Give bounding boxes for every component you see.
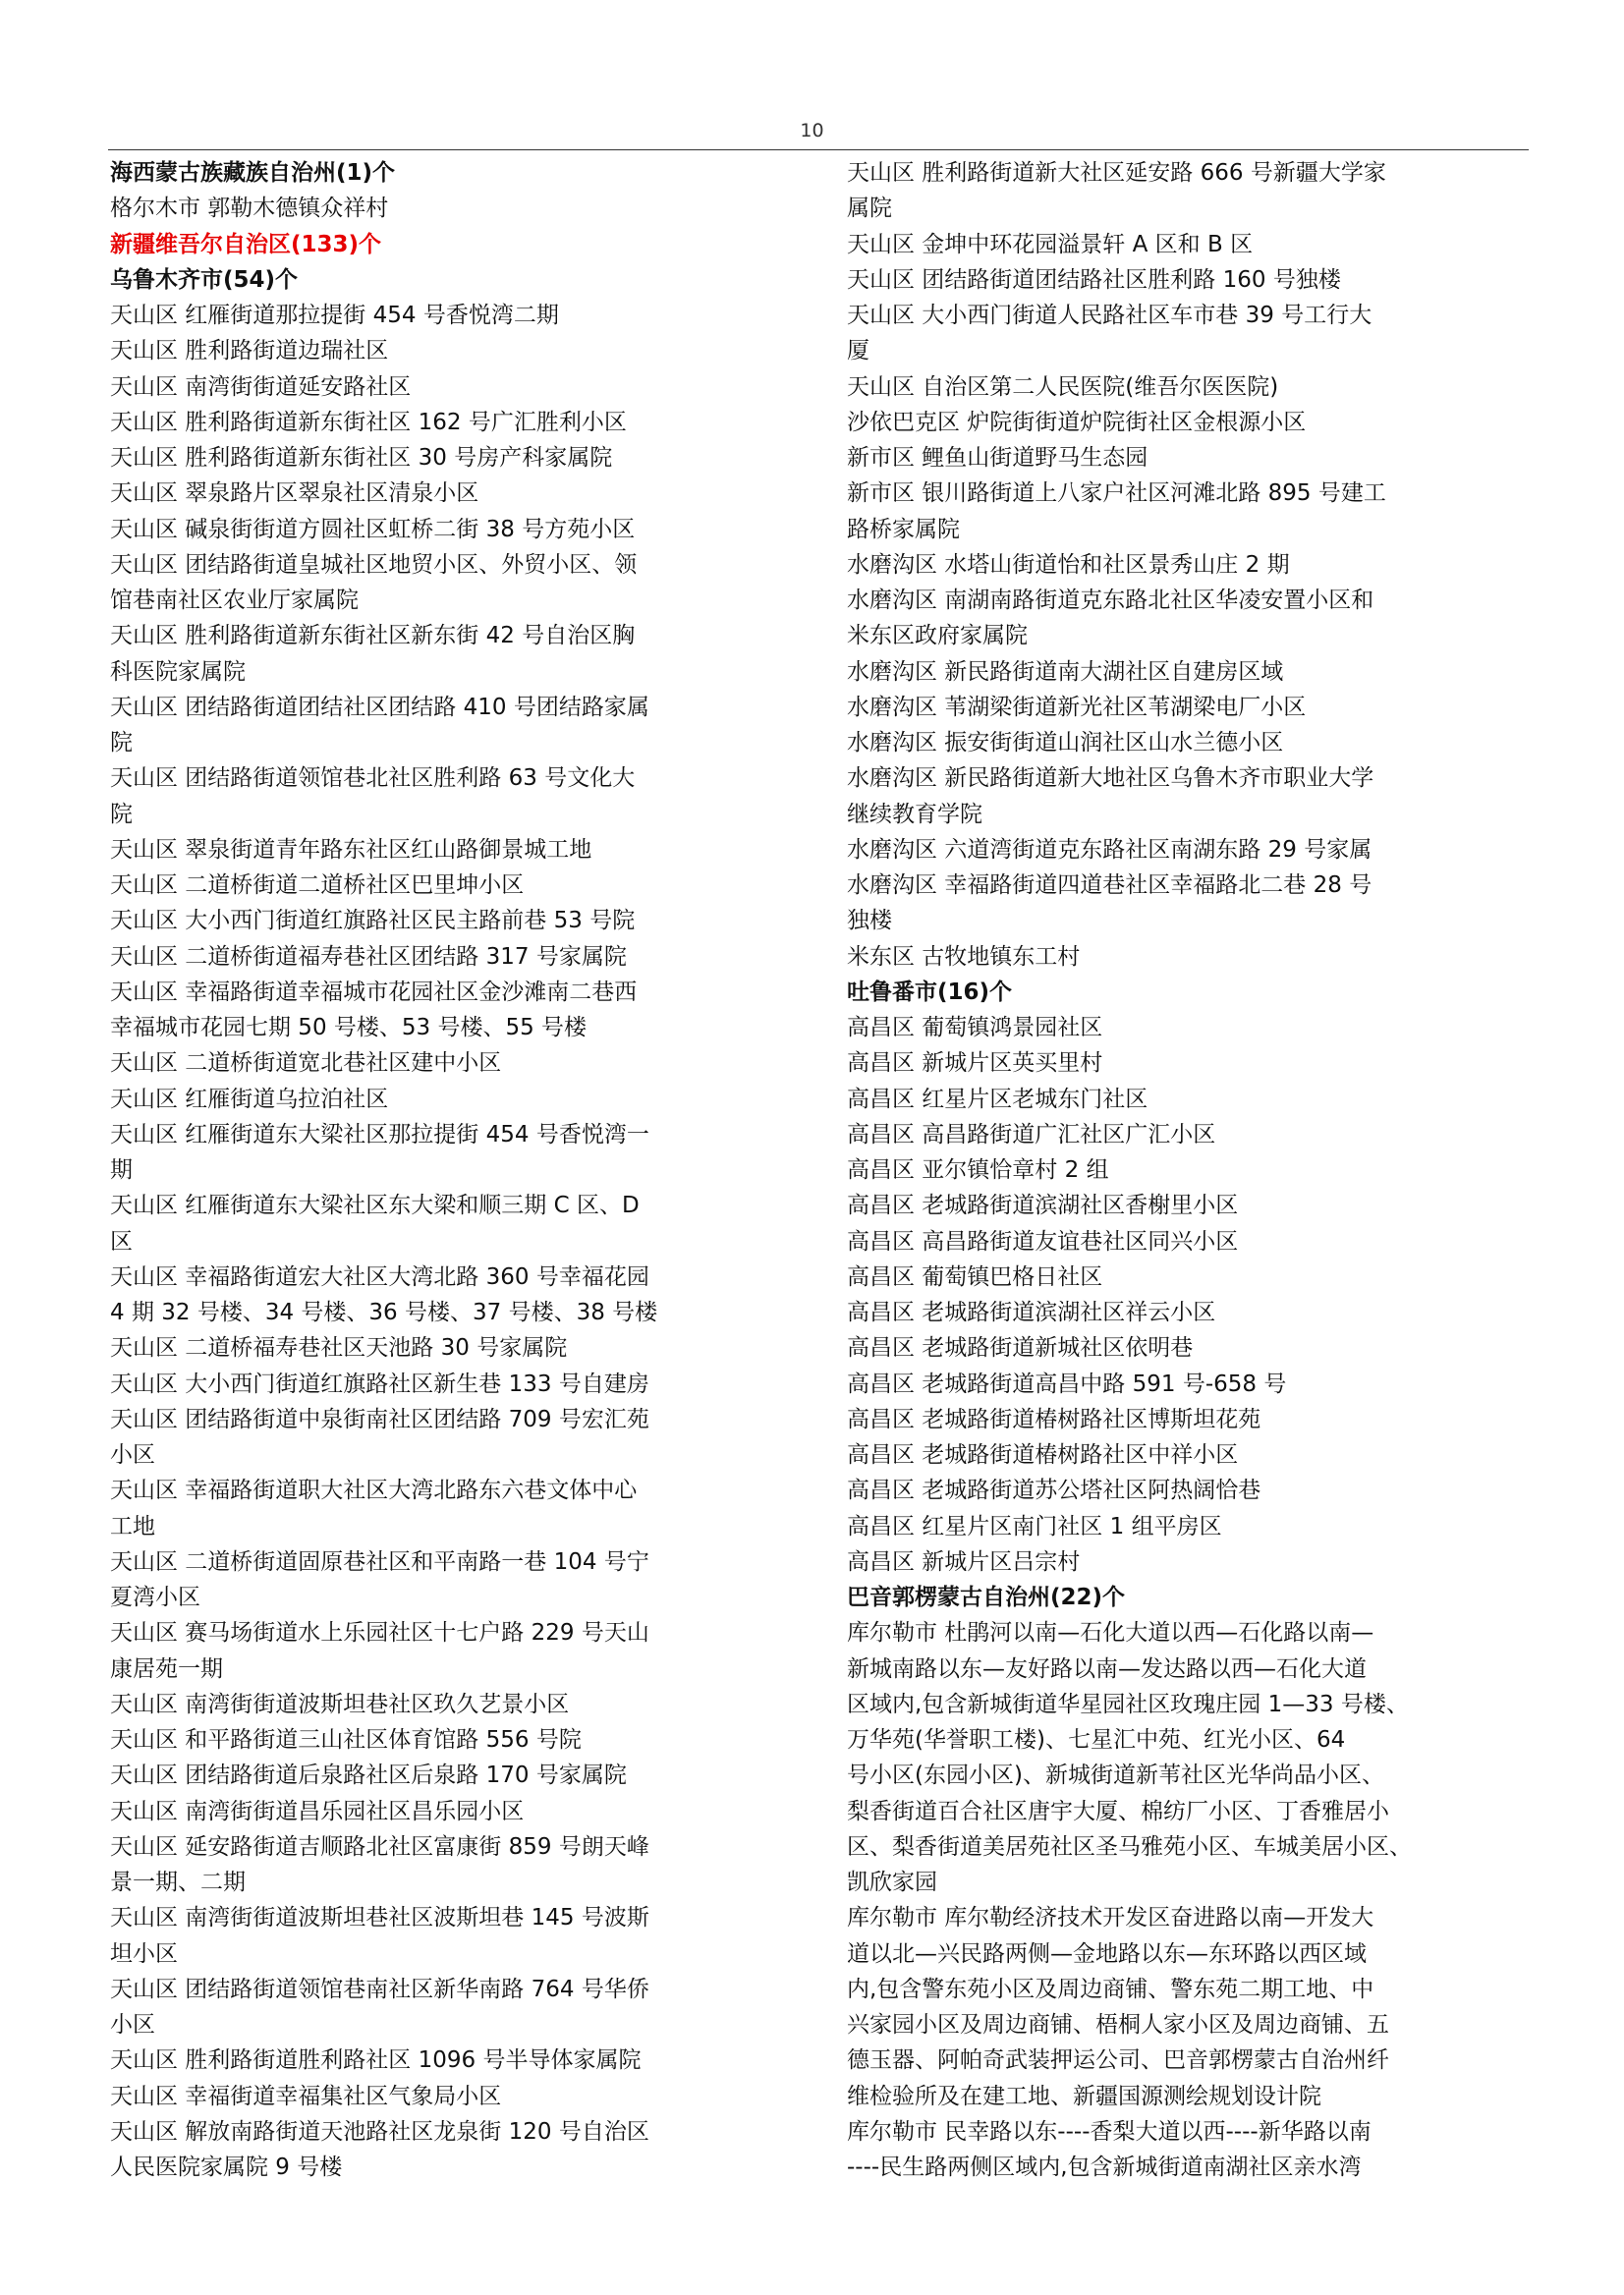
section-heading: 海西蒙古族藏族自治州(1)个 xyxy=(110,160,396,186)
list-item: 小区 xyxy=(110,1442,155,1468)
list-item: 德玉器、阿帕奇武装押运公司、巴音郭楞蒙古自治州纤 xyxy=(847,2047,1389,2074)
list-item: 天山区 胜利路街道新大社区延安路 666 号新疆大学家 xyxy=(847,160,1386,186)
list-item: 天山区 红雁街道那拉提街 454 号香悦湾二期 xyxy=(110,303,559,328)
list-item: 天山区 胜利路街道胜利路社区 1096 号半导体家属院 xyxy=(110,2047,642,2074)
list-item: 天山区 团结路街道领馆巷北社区胜利路 63 号文化大 xyxy=(110,765,636,792)
list-item: 天山区 红雁街道东大梁社区东大梁和顺三期 C 区、D xyxy=(110,1193,640,1219)
list-item: 天山区 胜利路街道新东街社区新东街 42 号自治区胸 xyxy=(110,623,636,649)
list-item: 高昌区 高昌路街道广汇社区广汇小区 xyxy=(847,1121,1216,1148)
list-item: 天山区 红雁街道东大梁社区那拉提街 454 号香悦湾一 xyxy=(110,1121,649,1148)
list-item: 水磨沟区 南湖南路街道克东路北社区华凌安置小区和 xyxy=(847,588,1374,613)
list-item: 高昌区 葡萄镇鸿景园社区 xyxy=(847,1015,1103,1040)
list-item: 水磨沟区 振安街街道山润社区山水兰德小区 xyxy=(847,730,1284,756)
list-item: 米东区政府家属院 xyxy=(847,623,1028,649)
list-item: 天山区 翠泉路片区翠泉社区清泉小区 xyxy=(110,480,479,507)
list-item: 高昌区 老城路街道苏公塔社区阿热阔恰巷 xyxy=(847,1478,1261,1504)
list-item: 天山区 团结路街道团结路社区胜利路 160 号独楼 xyxy=(847,266,1341,293)
list-item: 天山区 团结路街道中泉街南社区团结路 709 号宏汇苑 xyxy=(110,1406,649,1432)
list-item: 万华苑(华誉职工楼)、七星汇中苑、红光小区、64 xyxy=(847,1727,1346,1753)
list-item: 高昌区 红星片区老城东门社区 xyxy=(847,1086,1148,1112)
list-item: 夏湾小区 xyxy=(110,1585,200,1610)
list-item: 新城南路以东—友好路以南—发达路以西—石化大道 xyxy=(847,1655,1367,1682)
list-item: 天山区 二道桥街道二道桥社区巴里坤小区 xyxy=(110,872,525,898)
list-item: 新市区 鲤鱼山街道野马生态园 xyxy=(847,445,1148,471)
section-heading: 吐鲁番市(16)个 xyxy=(847,979,1013,1005)
list-item: 水磨沟区 水塔山街道怡和社区景秀山庄 2 期 xyxy=(847,551,1290,578)
list-item: 景一期、二期 xyxy=(110,1870,246,1895)
header-divider xyxy=(108,149,1529,150)
list-item: 库尔勒市 民幸路以东----香梨大道以西----新华路以南 xyxy=(847,2118,1372,2145)
list-item: 梨香街道百合社区唐宇大厦、棉纺厂小区、丁香雅居小 xyxy=(847,1798,1389,1824)
list-item: 维检验所及在建工地、新疆国源测绘规划设计院 xyxy=(847,2083,1321,2109)
list-item: 天山区 南湾街街道延安路社区 xyxy=(110,373,412,400)
list-item: 道以北—兴民路两侧—金地路以东—东环路以西区域 xyxy=(847,1940,1367,1967)
list-item: 厦 xyxy=(847,338,869,364)
list-item: 天山区 自治区第二人民医院(维吾尔医医院) xyxy=(847,373,1279,400)
list-item: 天山区 幸福路街道宏大社区大湾北路 360 号幸福花园 xyxy=(110,1263,649,1290)
list-item: 天山区 碱泉街街道方圆社区虹桥二街 38 号方苑小区 xyxy=(110,516,636,542)
list-item: 高昌区 老城路街道椿树路社区中祥小区 xyxy=(847,1442,1239,1468)
list-item: 米东区 古牧地镇东工村 xyxy=(847,943,1081,970)
right-column xyxy=(847,155,1530,2185)
list-item: 天山区 胜利路街道边瑞社区 xyxy=(110,338,389,364)
section-heading: 巴音郭楞蒙古自治州(22)个 xyxy=(847,1585,1126,1610)
list-item: 天山区 二道桥街道宽北巷社区建中小区 xyxy=(110,1050,502,1077)
list-item: 库尔勒市 杜鹃河以南—石化大道以西—石化路以南— xyxy=(847,1620,1374,1647)
list-item: 兴家园小区及周边商铺、梧桐人家小区及周边商铺、五 xyxy=(847,2012,1389,2038)
list-item: 高昌区 高昌路街道友谊巷社区同兴小区 xyxy=(847,1228,1239,1255)
list-item: 人民医院家属院 9 号楼 xyxy=(110,2155,343,2180)
list-item: 属院 xyxy=(847,196,892,222)
list-item: 天山区 解放南路街道天池路社区龙泉街 120 号自治区 xyxy=(110,2118,649,2145)
list-item: 天山区 团结路街道领馆巷南社区新华南路 764 号华侨 xyxy=(110,1976,649,2002)
list-item: 天山区 胜利路街道新东街社区 162 号广汇胜利小区 xyxy=(110,409,627,435)
list-item: 高昌区 老城路街道高昌中路 591 号-658 号 xyxy=(847,1371,1287,1397)
list-item: 期 xyxy=(110,1157,133,1183)
list-item: 馆巷南社区农业厅家属院 xyxy=(110,588,359,613)
list-item: 天山区 团结路街道后泉路社区后泉路 170 号家属院 xyxy=(110,1763,627,1789)
list-item: 康居苑一期 xyxy=(110,1655,223,1682)
list-item: 天山区 金坤中环花园溢景轩 A 区和 B 区 xyxy=(847,231,1254,257)
list-item: 号小区(东园小区)、新城街道新苇社区光华尚品小区、 xyxy=(847,1763,1384,1789)
list-item: 新市区 银川路街道上八家户社区河滩北路 895 号建工 xyxy=(847,480,1386,507)
list-item: 天山区 大小西门街道红旗路社区民主路前巷 53 号院 xyxy=(110,908,636,934)
list-item: 凯欣家园 xyxy=(847,1870,937,1895)
list-item: 天山区 幸福路街道幸福城市花园社区金沙滩南二巷西 xyxy=(110,979,638,1005)
list-item: 高昌区 新城片区英买里村 xyxy=(847,1050,1103,1077)
list-item: 高昌区 红星片区南门社区 1 组平房区 xyxy=(847,1513,1222,1539)
list-item: 天山区 和平路街道三山社区体育馆路 556 号院 xyxy=(110,1727,582,1753)
list-item: 高昌区 老城路街道滨湖社区祥云小区 xyxy=(847,1300,1216,1325)
list-item: 天山区 大小西门街道人民路社区车市巷 39 号工行大 xyxy=(847,303,1372,328)
list-item: 院 xyxy=(110,801,133,827)
list-item: 幸福城市花园七期 50 号楼、53 号楼、55 号楼 xyxy=(110,1015,588,1040)
list-item: 院 xyxy=(110,730,133,756)
list-item: 内,包含警东苑小区及周边商铺、警东苑二期工地、中 xyxy=(847,1976,1374,2002)
list-item: 天山区 胜利路街道新东街社区 30 号房产科家属院 xyxy=(110,445,613,471)
list-item: 沙依巴克区 炉院街街道炉院街社区金根源小区 xyxy=(847,409,1307,435)
list-item: 水磨沟区 新民路街道新大地社区乌鲁木齐市职业大学 xyxy=(847,765,1374,792)
list-item: 坦小区 xyxy=(110,1940,178,1967)
list-item: 水磨沟区 六道湾街道克东路社区南湖东路 29 号家属 xyxy=(847,836,1372,863)
list-item: 天山区 团结路街道皇城社区地贸小区、外贸小区、领 xyxy=(110,551,638,578)
list-item: 天山区 幸福路街道职大社区大湾北路东六巷文体中心 xyxy=(110,1478,638,1504)
list-item: 天山区 翠泉街道青年路东社区红山路御景城工地 xyxy=(110,836,592,863)
list-item: 高昌区 老城路街道滨湖社区香榭里小区 xyxy=(847,1193,1239,1219)
list-item: 区、梨香街道美居苑社区圣马雅苑小区、车城美居小区、 xyxy=(847,1833,1412,1860)
list-item: 天山区 延安路街道吉顺路北社区富康街 859 号朗天峰 xyxy=(110,1833,649,1860)
list-item: 高昌区 葡萄镇巴格日社区 xyxy=(847,1263,1103,1290)
list-item: 天山区 大小西门街道红旗路社区新生巷 133 号自建房 xyxy=(110,1371,649,1397)
region-heading: 新疆维吾尔自治区(133)个 xyxy=(110,231,382,257)
list-item: 水磨沟区 新民路街道南大湖社区自建房区域 xyxy=(847,658,1284,685)
list-item: 天山区 二道桥福寿巷社区天池路 30 号家属院 xyxy=(110,1335,568,1362)
list-item: 路桥家属院 xyxy=(847,516,960,542)
list-item: 独楼 xyxy=(847,908,892,934)
list-item: 天山区 南湾街街道波斯坦巷社区波斯坦巷 145 号波斯 xyxy=(110,1905,649,1931)
list-item: 小区 xyxy=(110,2012,155,2038)
list-item: 科医院家属院 xyxy=(110,658,246,685)
list-item: 高昌区 新城片区吕宗村 xyxy=(847,1548,1081,1575)
list-item: 高昌区 老城路街道新城社区依明巷 xyxy=(847,1335,1194,1362)
list-item: 库尔勒市 库尔勒经济技术开发区奋进路以南—开发大 xyxy=(847,1905,1374,1931)
list-item: 天山区 南湾街街道昌乐园社区昌乐园小区 xyxy=(110,1798,525,1824)
list-item: 4 期 32 号楼、34 号楼、36 号楼、37 号楼、38 号楼 xyxy=(110,1300,658,1325)
list-item: 区域内,包含新城街道华星园社区玫瑰庄园 1—33 号楼、 xyxy=(847,1691,1409,1717)
list-item: 水磨沟区 苇湖梁街道新光社区苇湖梁电厂小区 xyxy=(847,694,1307,720)
page-number: 10 xyxy=(800,120,824,141)
list-item: 天山区 团结路街道团结社区团结路 410 号团结路家属 xyxy=(110,694,649,720)
list-item: 格尔木市 郭勒木德镇众祥村 xyxy=(110,196,389,222)
left-column xyxy=(110,155,793,2185)
list-item: 天山区 二道桥街道福寿巷社区团结路 317 号家属院 xyxy=(110,943,627,970)
list-item: 天山区 幸福街道幸福集社区气象局小区 xyxy=(110,2083,502,2109)
list-item: 高昌区 亚尔镇恰章村 2 组 xyxy=(847,1157,1109,1183)
list-item: 高昌区 老城路街道椿树路社区博斯坦花苑 xyxy=(847,1406,1261,1432)
section-heading: 乌鲁木齐市(54)个 xyxy=(110,266,299,293)
list-item: 天山区 红雁街道乌拉泊社区 xyxy=(110,1086,389,1112)
list-item: 区 xyxy=(110,1228,133,1255)
list-item: 天山区 二道桥街道固原巷社区和平南路一巷 104 号宁 xyxy=(110,1548,649,1575)
list-item: 工地 xyxy=(110,1513,155,1539)
list-item: ----民生路两侧区域内,包含新城街道南湖社区亲水湾 xyxy=(847,2155,1362,2180)
list-item: 天山区 南湾街街道波斯坦巷社区玖久艺景小区 xyxy=(110,1691,570,1717)
list-item: 水磨沟区 幸福路街道四道巷社区幸福路北二巷 28 号 xyxy=(847,872,1372,898)
list-item: 天山区 赛马场街道水上乐园社区十七户路 229 号天山 xyxy=(110,1620,649,1647)
list-item: 继续教育学院 xyxy=(847,801,982,827)
